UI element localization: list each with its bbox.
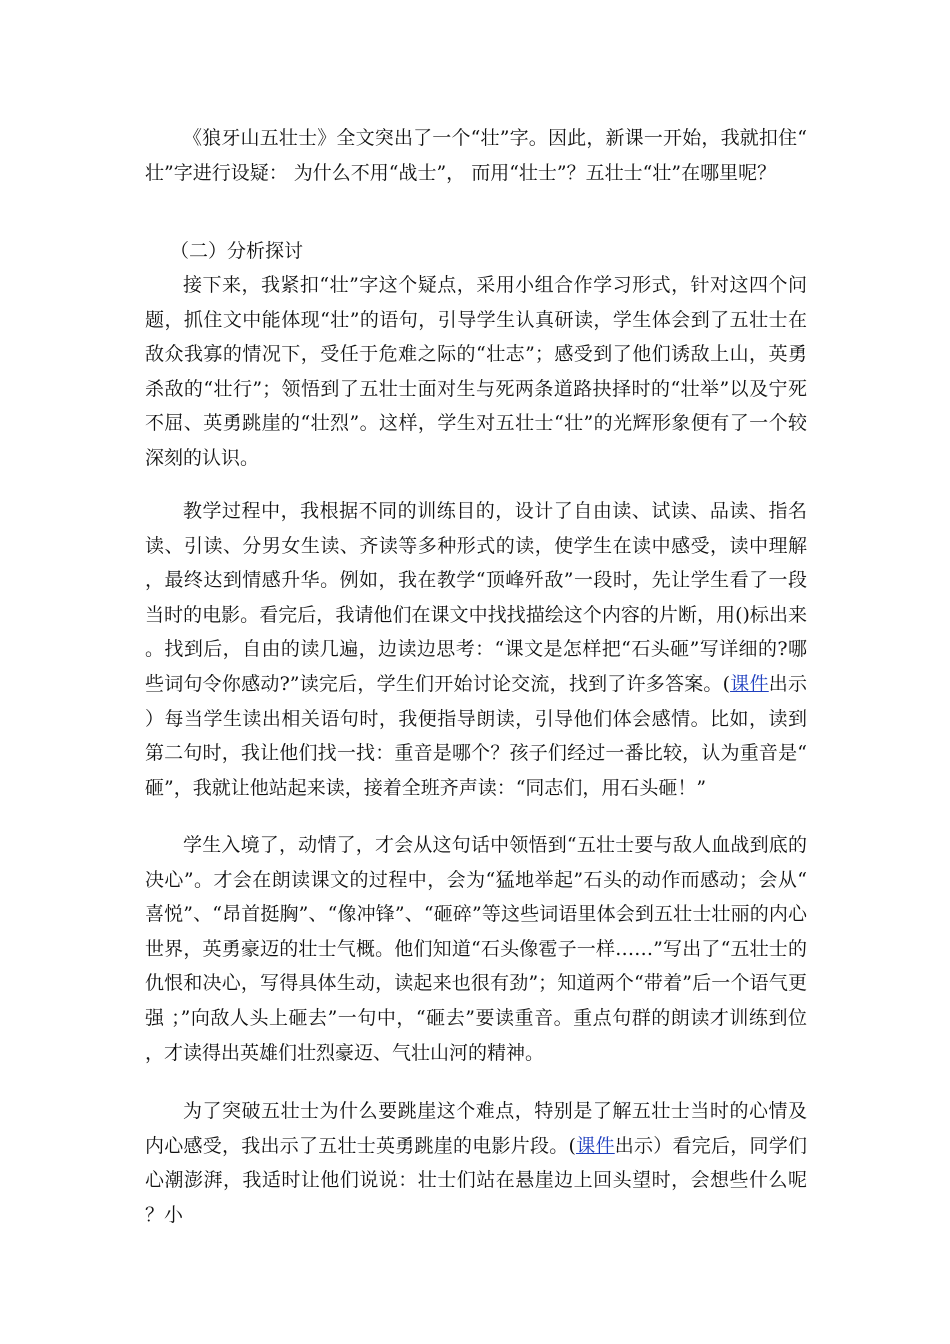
paragraph-cliff-jump [145, 1094, 807, 1232]
courseware-link[interactable]: 课件 [730, 672, 769, 695]
paragraph-text-before-link: 教学过程中，我根据不同的训练目的，设计了自由读、试读、品读、指名读、引读、分男女生读、齐读等多种形式的读，使学生在读中感受，读中理解，最终达到情感升华。例如，我在教学“顶峰歼敌”一段时，先让学生看了一段当时的电影。看完后，我请他们在课文中找找描绘这个内容的片断，用()标出来。找到后，自由的读几遍，边读边思考：“课文是怎样把“石头砸”写详细的?哪些词句令你感动?”读完后，学生们开始讨论交流，找到了许多答案。( [145, 500, 807, 695]
paragraph-text-after-link: 出示）看完后，同学们心潮澎湃，我适时让他们说说：壮士们站在悬崖边上回头望时，会想些什么呢？小 [145, 1134, 807, 1226]
paragraph-reading-methods [145, 494, 807, 805]
paragraph-text-before-link: 为了突破五壮士为什么要跳崖这个难点，特别是了解五壮士当时的心情及内心感受，我出示了五壮士英勇跳崖的电影片段。( [145, 1100, 807, 1157]
paragraph-group-study: 接下来，我紧扣“壮”字这个疑点，采用小组合作学习形式，针对这四个问题，抓住文中能体现“壮”的语句，引导学生认真研读，学生体会到了五壮士在敌众我寡的情况下，受任于危难之际的“壮志”；感受到了他们诱敌上山，英勇杀敌的“壮行”；领悟到了五壮士面对生与死两条道路抉择时的“壮举”以及宁死不屈、英勇跳崖的“壮烈”。这样，学生对五壮士“壮”的光辉形象便有了一个较深刻的认识。 [145, 274, 807, 469]
paragraph-intro-question: 《狼牙山五壮士》全文突出了一个“壮”字。因此，新课一开始，我就扣住“壮”字进行设疑： 为什么不用“战士”， 而用“壮士”？五壮士“壮”在哪里呢？ [145, 127, 807, 184]
paragraph-emotion-reading: 学生入境了，动情了，才会从这句话中领悟到“五壮士要与敌人血战到底的决心”。才会在朗读课文的过程中，会为“猛地举起”石头的动作而感动；会从“喜悦”、“昂首挺胸”、“像冲锋”、“砸碎”等这些词语里体会到五壮士壮丽的内心世界，英勇豪迈的壮士气概。他们知道“石头像雹子一样……”写出了“五壮士的仇恨和决心，写得具体生动，读起来也很有劲”；知道两个“带着”后一个语气更强 ；”向敌人头上砸去”一句中，“砸去”要读重音。重点句群的朗读才训练到位，才读得出英雄们壮烈豪迈、气壮山河的精神。 [145, 834, 807, 1064]
courseware-link[interactable]: 课件 [575, 1134, 615, 1157]
section-heading-analysis: （二）分析探讨 [170, 240, 304, 262]
paragraph-text-after-link: 出示）每当学生读出相关语句时，我便指导朗读，引导他们体会感情。比如，读到第二句时，我让他们找一找：重音是哪个？孩子们经过一番比较，认为重音是“砸”，我就让他站起来读，接着全班齐声读：“同志们，用石头砸！” [145, 672, 807, 799]
